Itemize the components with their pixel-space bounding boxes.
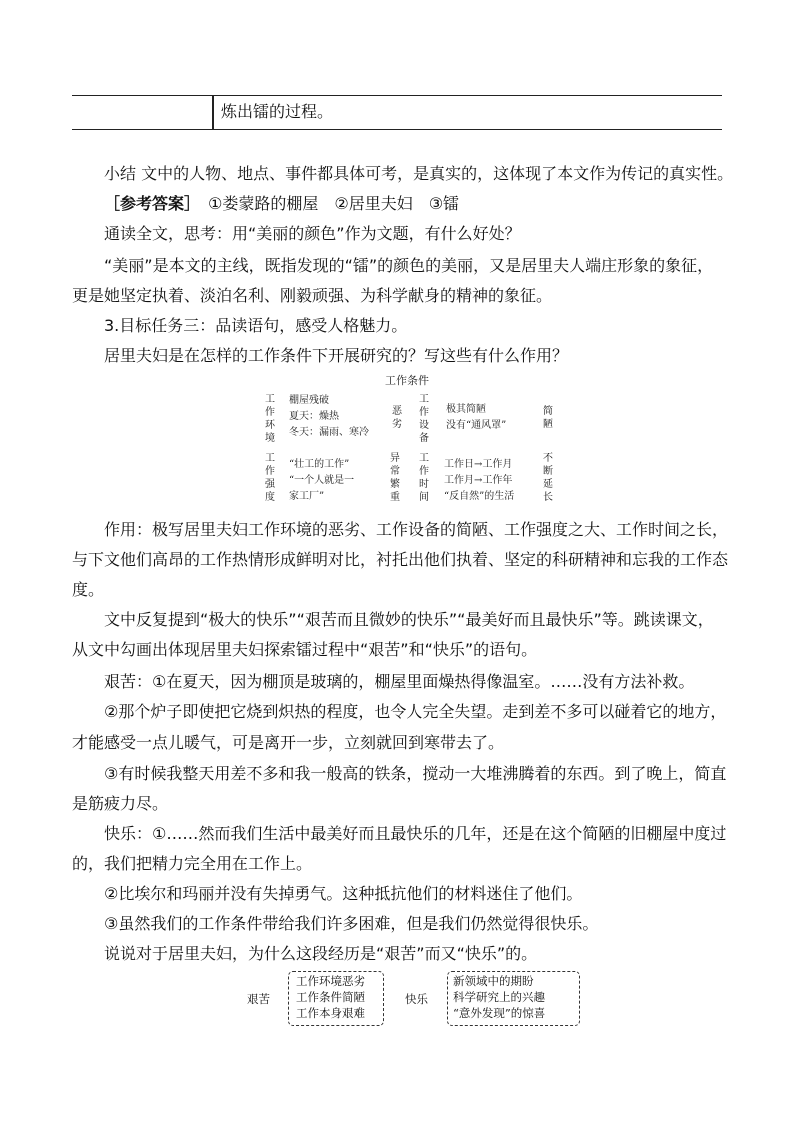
hard-quote-2-line1: ②那个炉子即使把它烧到炽热的程度，也令人完全失望。走到差不多可以碰着它的地方，: [104, 702, 727, 721]
env-line-2: 夏天：燥热: [289, 411, 339, 422]
diagram-conditions-title: 工作条件: [385, 374, 429, 387]
env-line-1: 棚屋残破: [289, 395, 329, 406]
time-line-1: 工作日→工作月: [444, 459, 513, 470]
table-column-divider: [212, 96, 214, 129]
equip-label: 工作设备: [419, 394, 429, 444]
answer-label: ［参考答案］: [104, 194, 201, 213]
joy-quote-3: ③虽然我们的工作条件带给我们许多困难，但是我们仍然觉得很快乐。: [104, 914, 599, 933]
answer-title-line1: “美丽”是本文的主线，既指发现的“镭”的颜色的美丽，又是居里夫人端庄形象的象征，: [104, 256, 714, 275]
answer-table: [72, 95, 722, 130]
effect-line-1: 作用：极写居里夫妇工作环境的恶劣、工作设备的简陋、工作强度之大、工作时间之长，: [104, 520, 729, 539]
joy-item-1: 新领域中的期盼: [453, 974, 534, 988]
hard-label: 艰苦: [247, 992, 270, 1006]
joy-quote-2: ②比埃尔和玛丽并没有失掉勇气。这种抵抗他们的材料迷住了他们。: [104, 884, 583, 903]
intensity-label: 工作强度: [265, 453, 275, 503]
hard-item-3: 工作本身艰难: [296, 1006, 365, 1020]
hard-item-2: 工作条件简陋: [296, 990, 365, 1004]
joy-label: 快乐: [405, 992, 428, 1006]
question-conditions: 居里夫妇是在怎样的工作条件下开展研究的？写这些有什么作用？: [104, 346, 569, 365]
time-line-3: “反自然”的生活: [444, 491, 515, 502]
time-line-2: 工作月→工作年: [444, 475, 513, 486]
question-hard-joy-line1: 文中反复提到“极大的快乐”“艰苦而且微妙的快乐”“最美好而且最快乐”等。跳读课文，: [104, 610, 714, 629]
intensity-line-3: 家工厂”: [289, 491, 325, 502]
effect-line-2: 与下文他们高昂的工作热情形成鲜明对比，衬托出他们执着、坚定的科研精神和忘我的工作态: [72, 550, 729, 569]
hard-quote-3-line1: ③有时候我整天用差不多和我一般高的铁条，搅动一大堆沸腾着的东西。到了晚上，简直: [104, 764, 727, 783]
question-title: 通读全文，思考：用“美丽的颜色”作为文题，有什么好处？: [104, 224, 521, 243]
equip-line-1: 极其简陋: [446, 404, 486, 415]
time-result: 不断延长: [543, 453, 553, 503]
task3-heading: 3.目标任务三：品读语句，感受人格魅力。: [104, 316, 408, 335]
joy-item-3: “意外发现”的惊喜: [453, 1006, 546, 1020]
equip-line-2: 没有“通风罩”: [446, 420, 507, 431]
intensity-result: 异常繁重: [390, 453, 400, 503]
equip-result: 简陋: [543, 406, 553, 430]
hard-quote-3-line2: 是筋疲力尽。: [72, 794, 169, 813]
intensity-line-1: “壮工的工作”: [289, 459, 350, 470]
joy-item-2: 科学研究上的兴趣: [453, 990, 545, 1004]
hard-item-1: 工作环境恶劣: [296, 974, 365, 988]
question-why: 说说对于居里夫妇，为什么这段经历是“艰苦”而又“快乐”的。: [104, 944, 538, 963]
env-label: 工作环境: [265, 394, 275, 444]
hard-quote-1: 艰苦：①在夏天，因为棚顶是玻璃的，棚屋里面燥热得像温室。……没有方法补救。: [104, 672, 695, 691]
summary-text: 小结 文中的人物、地点、事件都具体可考，是真实的，这体现了本文作为传记的真实性。: [104, 164, 734, 183]
effect-line-3: 度。: [72, 580, 105, 599]
answer-title-line2: 更是她坚定执着、淡泊名利、刚毅顽强、为科学献身的精神的象征。: [72, 286, 553, 305]
joy-quote-1-line1: 快乐：①……然而我们生活中最美好而且最快乐的几年，还是在这个简陋的旧棚屋中度过: [104, 824, 727, 843]
joy-quote-1-line2: 的，我们把精力完全用在工作上。: [72, 854, 313, 873]
hard-quote-2-line2: 才能感受一点儿暖气，可是离开一步，立刻就回到寒带去了。: [72, 733, 505, 752]
answer-items: ①娄蒙路的棚屋 ②居里夫妇 ③镭: [208, 194, 460, 213]
intensity-line-2: “一个人就是一: [289, 475, 355, 486]
time-label: 工作时间: [419, 453, 429, 503]
question-hard-joy-line2: 从文中勾画出体现居里夫妇探索镭过程中“艰苦”和“快乐”的语句。: [72, 640, 538, 659]
env-line-3: 冬天：漏雨、寒冷: [289, 427, 369, 438]
table-cell-right: 炼出镭的过程。: [221, 102, 334, 121]
env-result: 恶劣: [392, 406, 402, 430]
answer-line: [104, 194, 459, 214]
